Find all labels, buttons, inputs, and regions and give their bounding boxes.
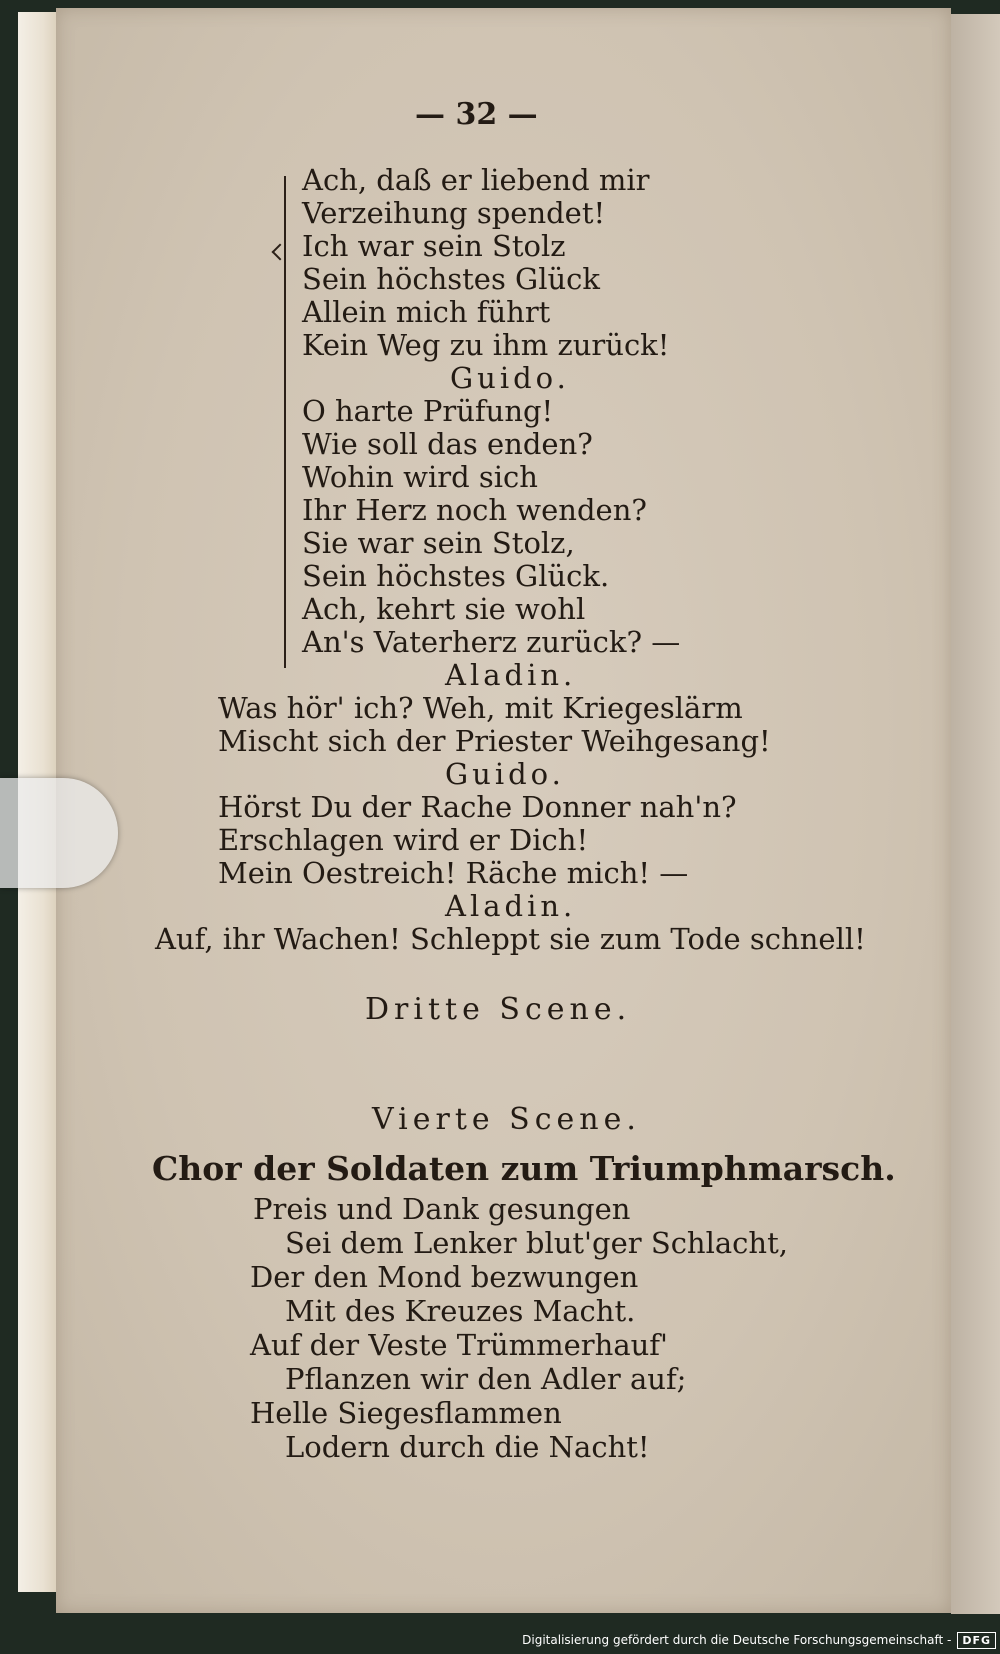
scene-heading: Vierte Scene. — [372, 1102, 641, 1137]
verse-line: Sie war sein Stolz, — [302, 526, 575, 560]
chorus-title: Chor der Soldaten zum Triumphmarsch. — [152, 1149, 896, 1188]
footer-credit — [522, 1629, 996, 1651]
footer-text: Digitalisierung gefördert durch die Deutsche Forschungsgemeinschaft - — [522, 1633, 952, 1647]
verse-line: Ihr Herz noch wenden? — [302, 493, 647, 527]
verse-line: Sein höchstes Glück — [302, 262, 600, 296]
verse-line: Ach, daß er liebend mir — [302, 163, 650, 197]
verse-line: Wohin wird sich — [302, 460, 538, 494]
verse-line: Verzeihung spendet! — [302, 196, 606, 230]
speaker-name: Aladin. — [445, 889, 577, 923]
page-number: — 32 — — [415, 97, 538, 132]
verse-line: Der den Mond bezwungen — [250, 1260, 639, 1294]
verse-line: Preis und Dank gesungen — [253, 1192, 631, 1226]
verse-line: Sei dem Lenker blut'ger Schlacht, — [285, 1226, 788, 1260]
next-page-edge — [951, 14, 1000, 1614]
verse-line: Kein Weg zu ihm zurück! — [302, 328, 670, 362]
verse-line: Mit des Kreuzes Macht. — [285, 1294, 636, 1328]
verse-line: Was hör' ich? Weh, mit Kriegeslärm — [218, 691, 743, 725]
scene-heading: Dritte Scene. — [365, 992, 632, 1027]
verse-line: Erschlagen wird er Dich! — [218, 823, 589, 857]
speaker-name: Guido. — [445, 757, 565, 791]
speaker-name: Guido. — [450, 361, 570, 395]
verse-line: Auf, ihr Wachen! Schleppt sie zum Tode schnell! — [155, 922, 866, 956]
page-clip — [0, 778, 118, 888]
verse-line: Ich war sein Stolz — [302, 229, 566, 263]
verse-line: Sein höchstes Glück. — [302, 559, 610, 593]
brace-mark — [284, 176, 302, 668]
verse-line: Ach, kehrt sie wohl — [302, 592, 586, 626]
verse-line: An's Vaterherz zurück? — — [302, 625, 681, 659]
speaker-name: Aladin. — [445, 658, 577, 692]
verse-line: Auf der Veste Trümmerhauf' — [250, 1328, 668, 1362]
verse-line: Mein Oestreich! Räche mich! — — [218, 856, 689, 890]
dfg-logo: DFG — [957, 1632, 996, 1649]
verse-line: Wie soll das enden? — [302, 427, 593, 461]
verse-line: Helle Siegesflammen — [250, 1396, 562, 1430]
verse-line: O harte Prüfung! — [302, 394, 554, 428]
verse-line: Allein mich führt — [302, 295, 551, 329]
verse-line: Hörst Du der Rache Donner nah'n? — [218, 790, 737, 824]
verse-line: Lodern durch die Nacht! — [285, 1430, 650, 1464]
verse-line: Mischt sich der Priester Weihgesang! — [218, 724, 771, 758]
verse-line: Pflanzen wir den Adler auf; — [285, 1362, 687, 1396]
